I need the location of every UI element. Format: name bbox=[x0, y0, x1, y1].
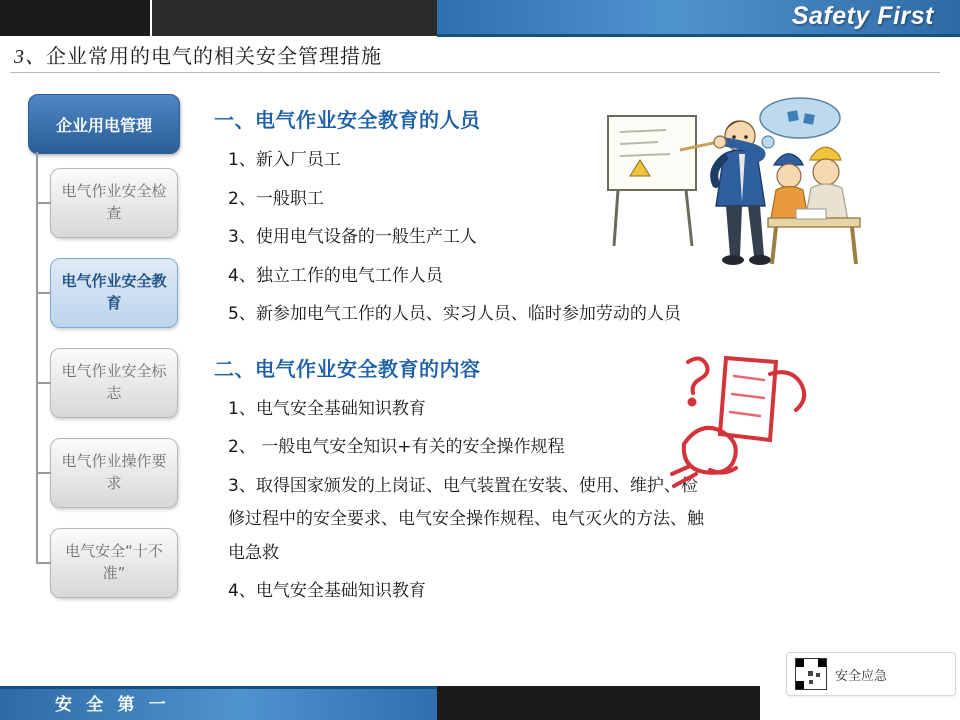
block1-item-3: 3、使用电气设备的一般生产工人 bbox=[228, 227, 477, 248]
sidebar-item-label: 电气作业操作要求 bbox=[61, 452, 167, 492]
banner-title: Safety First bbox=[791, 2, 934, 30]
block1-title: 一、电气作业安全教育的人员 bbox=[214, 108, 481, 132]
wechat-badge[interactable] bbox=[786, 652, 956, 696]
block1-item-5: 5、新参加电气工作的人员、实习人员、临时参加劳动的人员 bbox=[228, 304, 681, 325]
block1-item-1: 1、新入厂员工 bbox=[228, 150, 341, 170]
sidebar-connector bbox=[37, 562, 51, 564]
block2-item-3-line1: 3、取得国家颁发的上岗证、电气装置在安装、使用、维护、检 bbox=[228, 475, 698, 496]
block2-item-3-line2: 修过程中的安全要求、电气安全操作规程、电气灭火的方法、触 bbox=[228, 509, 704, 530]
sidebar-item-label: 电气作业安全标志 bbox=[61, 362, 167, 402]
sidebar-item-ten-nos[interactable] bbox=[50, 528, 178, 598]
qr-code-icon bbox=[795, 658, 827, 690]
block1-item-4: 4、独立工作的电气工作人员 bbox=[228, 265, 443, 286]
badge-label: 安全应急 bbox=[835, 668, 888, 684]
sidebar-item-label: 电气作业安全检查 bbox=[61, 182, 167, 222]
section-title: 企业常用的电气的相关安全管理措施 bbox=[46, 46, 382, 68]
top-banner bbox=[0, 0, 960, 36]
sidebar-item-operation[interactable] bbox=[50, 438, 178, 508]
sidebar-item-inspection[interactable] bbox=[50, 168, 178, 238]
block2-title: 二、电气作业安全教育的内容 bbox=[214, 356, 481, 381]
banner-underline bbox=[437, 34, 960, 37]
bottom-banner-mid bbox=[437, 686, 760, 720]
sidebar-item-signs[interactable] bbox=[50, 348, 178, 418]
sidebar-spine bbox=[36, 152, 38, 564]
section-number: 3、 bbox=[14, 46, 46, 68]
section-heading bbox=[14, 40, 382, 69]
block1-item-2: 2、一般职工 bbox=[228, 188, 324, 209]
block2-item-4: 4、电气安全基础知识教育 bbox=[228, 581, 426, 602]
sidebar-connector bbox=[37, 382, 51, 384]
illustration-training-scene bbox=[600, 96, 870, 286]
sidebar-children bbox=[50, 168, 198, 598]
sidebar-nav bbox=[28, 94, 198, 618]
bottom-banner-text: 安 全 第 一 bbox=[55, 695, 171, 714]
block2-item-2: 2、 一般电气安全知识+有关的安全操作规程 bbox=[228, 437, 565, 458]
sidebar-connector bbox=[37, 202, 51, 204]
sidebar-root-node[interactable]: 企业用电管理 bbox=[28, 94, 180, 154]
top-banner-segment-left bbox=[0, 0, 150, 36]
block2-item-3-line3: 电急救 bbox=[228, 542, 279, 563]
sidebar-connector bbox=[37, 472, 51, 474]
block2-item-1: 1、电气安全基础知识教育 bbox=[228, 398, 426, 419]
sidebar-connector bbox=[37, 292, 51, 294]
sidebar-item-education[interactable] bbox=[50, 258, 178, 328]
section-divider bbox=[10, 72, 940, 73]
illustration-question-sketch bbox=[660, 352, 840, 492]
sidebar-item-label: 电气安全“十不准” bbox=[65, 542, 163, 582]
sidebar-item-label: 电气作业安全教育 bbox=[61, 272, 167, 312]
top-banner-segment-mid bbox=[152, 0, 437, 36]
bottom-banner-overline bbox=[0, 686, 437, 689]
